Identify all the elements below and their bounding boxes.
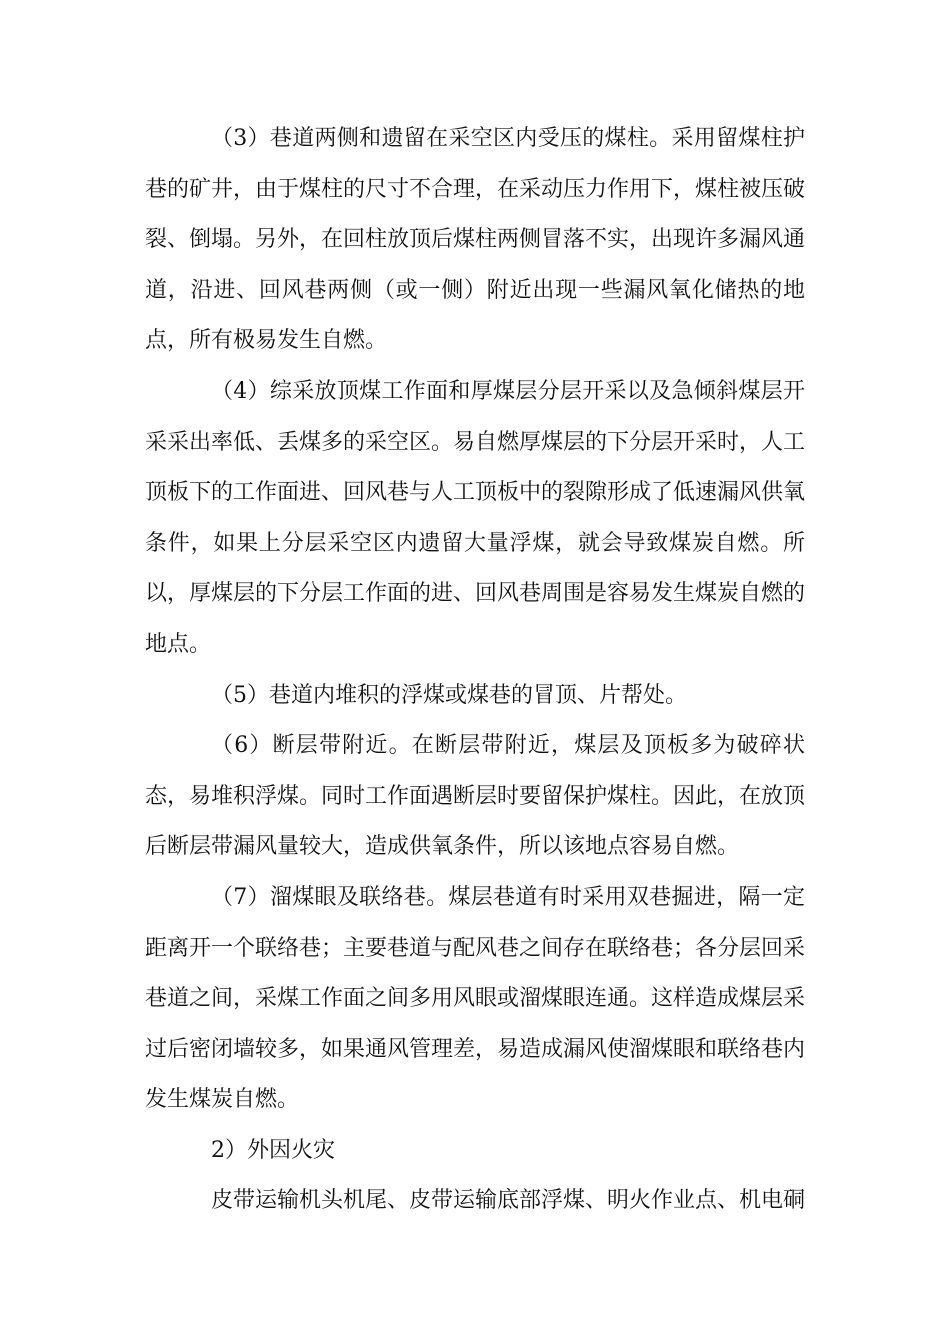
paragraph-4-goaf: （4）综采放顶煤工作面和厚煤层分层开采以及急倾斜煤层开采采出率低、丢煤多的采空区。易自燃厚煤层的下分层开采时，人工顶板下的工作面进、回风巷与人工顶板中的裂隙形成了低速漏风供氧条件，如果上分层采空区内遗留大量浮煤，就会导致煤炭自燃。所以，厚煤层的下分层工作面的进、回风巷周围是容易发生煤炭自燃的地点。	[145, 378, 806, 657]
paragraph-external-fire-locations: 皮带运输机头机尾、皮带运输底部浮煤、明火作业点、机电硐	[211, 1188, 806, 1214]
document-body	[145, 114, 805, 1227]
paragraph-5-roadway-float-coal: （5）巷道内堆积的浮煤或煤巷的冒顶、片帮处。	[211, 682, 687, 708]
paragraph-7-chute-and-crosscut: （7）溜煤眼及联络巷。煤层巷道有时采用双巷掘进，隔一定距离开一个联络巷；主要巷道与配风巷之间存在联络巷；各分层回采巷道之间，采煤工作面之间多用风眼或溜煤眼连通。这样造成煤层采过后密闭墙较多，如果通风管理差，易造成漏风使溜煤眼和联络巷内发生煤炭自燃。	[145, 884, 806, 1113]
paragraph-3-coal-pillars: （3）巷道两侧和遗留在采空区内受压的煤柱。采用留煤柱护巷的矿井，由于煤柱的尺寸不合理，在采动压力作用下，煤柱被压破裂、倒塌。另外，在回柱放顶后煤柱两侧冒落不实，出现许多漏风通道，沿进、回风巷两侧（或一侧）附近出现一些漏风氧化储热的地点，所有极易发生自燃。	[145, 126, 806, 354]
paragraph-6-fault-zone: （6）断层带附近。在断层带附近，煤层及顶板多为破碎状态，易堆积浮煤。同时工作面遇断层时要留保护煤柱。因此，在放顶后断层带漏风量较大，造成供氧条件，所以该地点容易自燃。	[145, 733, 806, 860]
section-heading-external-fire: 2）外因火灾	[211, 1137, 335, 1163]
